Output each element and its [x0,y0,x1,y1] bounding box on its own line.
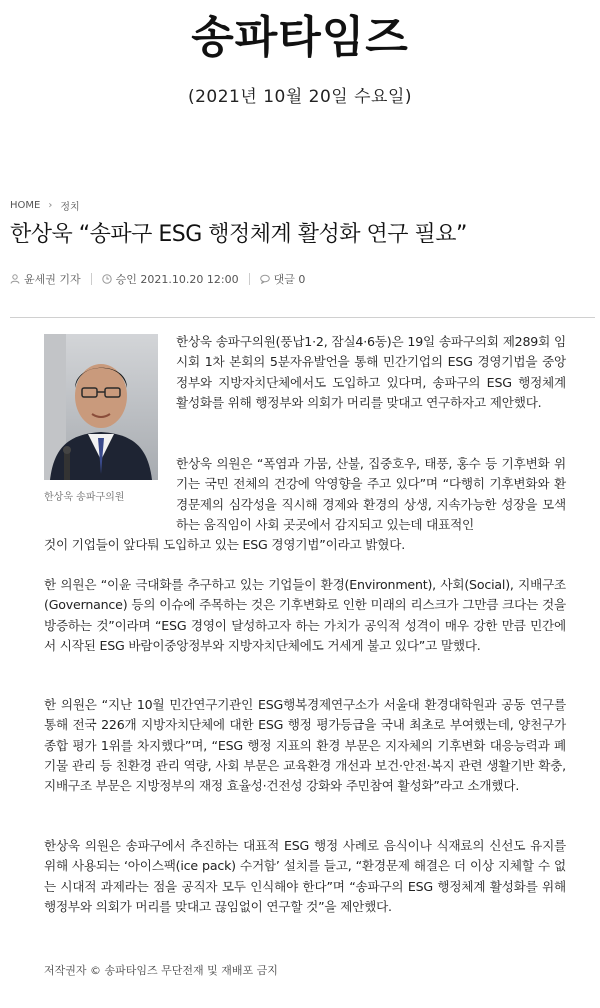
header-divider [10,317,595,318]
meta-divider [249,273,250,285]
chevron-right-icon: › [48,200,53,211]
masthead [0,10,600,107]
meta-divider [91,273,92,285]
article-meta [10,271,305,287]
person-icon [10,274,20,284]
article-paragraph-4: 한 의원은 “지난 10월 민간연구기관인 ESG행복경제연구소가 서울대 환경대학원과 공동 연구를 통해 전국 226개 지방자치단체에 대한 ESG 행정 평가등급을 국내 최초로 부여했는데, 양천구가 종합 평가 1위를 차지했다”며, “ESG 행정 지표의 환경 부문은 지자체의 기후변화 대응능력과 폐기물 관리 등 친환경 관리 역량, 사회 부문은 교육환경 개선과 보건·안전·복지 관련 생활기반 확충, 지배구조 부문은 지방정부의 재정 효율성·건전성 강화와 주민참여 활성화”라고 소개했다. [44,697,566,794]
breadcrumb-home[interactable]: HOME [10,200,41,211]
article-paragraph-2 [44,454,566,555]
article-paragraph-3: 한 의원은 “이윤 극대화를 추구하고 있는 기업들이 환경(Environment), 사회(Social), 지배구조(Governance) 등의 이슈에 주목하는 것은 기후변화로 인한 미래의 리스크가 그만큼 크다는 것을 방증하는 것”이라며 “ESG 경영이 달성하고자 하는 가치가 공익적 성격이 매우 강한 만큼 민간에서 시작된 ESG 바람이중앙정부와 지방자치단체에도 거세게 불고 있다”고 말했다. [44,577,566,653]
reporter-info[interactable] [10,271,81,287]
comment-icon [260,274,270,284]
photo-caption: 한상욱 송파구의원 [44,492,125,503]
comment-count: 댓글 0 [273,273,306,286]
article-paragraph-5: 한상욱 의원은 송파구에서 추진하는 대표적 ESG 행정 사례로 음식이나 식재료의 신선도 유지를 위해 사용되는 ‘아이스팩(ice pack) 수거함’ 설치를 들고, “환경문제 해결은 더 이상 지체할 수 없는 시대적 과제라는 점을 공직자 모두 인식해야 한다”며 “송파구의 ESG 행정체계 활성화를 위해 행정부와 의회가 머리를 맞대고 끊임없이 연구할 것”을 제안했다. [44,838,566,914]
article-paragraph-2-end: 것이 기업들이 앞다퉈 도입하고 있는 ESG 경영기법”이라고 밝혔다. [44,537,405,553]
copyright-notice: 저작권자 © 송파타임즈 무단전재 및 재배포 금지 [44,964,278,977]
site-logo[interactable]: 송파타임즈 [191,12,409,63]
breadcrumb-section[interactable]: 정치 [60,202,80,213]
comments-info[interactable] [260,271,306,287]
clock-icon [102,274,112,284]
article-headline: 한상욱 “송파구 ESG 행정체계 활성화 연구 필요” [10,222,467,247]
reporter-name: 윤세권 기자 [24,273,81,286]
approved-datetime: 승인 2021.10.20 12:00 [115,273,239,286]
breadcrumb [10,198,80,213]
article-paragraph-2-wrap: 한상욱 의원은 “폭염과 가뭄, 산불, 집중호우, 태풍, 홍수 등 기후변화 위기는 국민 전체의 건강에 악영향을 주고 있다”며 “다행히 기후변화와 환경문제의 심각성을 직시해 경제와 환경의 상생, 지속가능한 성장을 모색하는 움직임이 사회 곳곳에서 감지되고 있는데 대표적인 [176,456,566,532]
article-paragraph-1: 한상욱 송파구의원(풍납1·2, 잠실4·6동)은 19일 송파구의회 제289회 임시회 1차 본회의 5분자유발언을 통해 민간기업의 ESG 경영기법을 중앙정부와 지방자치단체에서도 도입하고 있다며, 송파구의 ESG 행정체계 활성화를 위해 행정부와 의회가 머리를 맞대고 연구하자고 제안했다. [176,334,566,410]
approved-info [102,271,239,287]
edition-date: (2021년 10월 20일 수요일) [187,87,413,107]
